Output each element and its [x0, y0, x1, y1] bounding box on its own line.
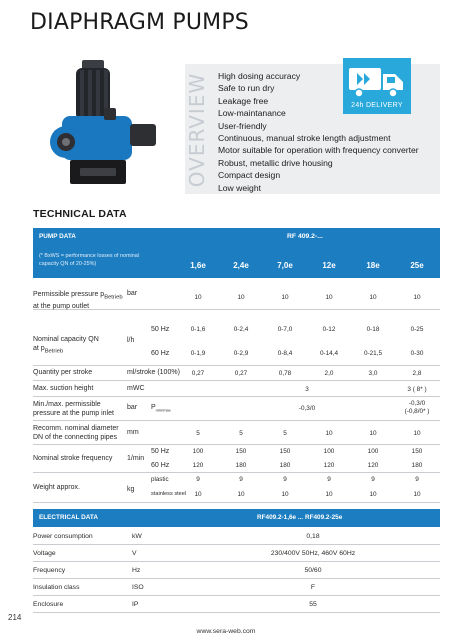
connecting-label: Recomm. nominal diameter — [33, 425, 119, 432]
electrical-row — [33, 562, 440, 579]
table-cell: 0-12 — [322, 326, 336, 333]
table-cell: 9 — [283, 476, 287, 483]
feature-item: Safe to run dry — [218, 83, 275, 94]
frequency-label: Nominal stroke frequency — [33, 455, 113, 462]
electrical-unit: V — [132, 550, 137, 557]
capacity-sub: 60 Hz — [151, 350, 170, 357]
table-cell: 0-18 — [366, 326, 380, 333]
table-cell: -0,3/0 — [298, 405, 316, 412]
table-cell: 0,78 — [278, 370, 292, 377]
pump-data-header — [33, 228, 440, 278]
electrical-label: Insulation class — [33, 584, 80, 591]
frequency-row — [33, 445, 440, 473]
inlet-sub-small: min/max — [155, 407, 171, 413]
weight-row — [33, 473, 440, 503]
delivery-badge — [343, 58, 411, 114]
inlet-label: Min./max. permissible — [33, 401, 101, 408]
table-cell: 0-8,4 — [277, 350, 293, 357]
inlet-pressure-row — [33, 397, 440, 421]
electrical-unit: kW — [132, 533, 142, 540]
frequency-sub: 50 Hz — [151, 448, 170, 455]
table-cell: 10 — [369, 491, 377, 498]
electrical-data-label: ELECTRICAL DATA — [39, 514, 98, 521]
page-number: 214 — [8, 613, 22, 622]
capacity-unit: l/h — [127, 337, 135, 344]
table-cell: 3 ( 8* ) — [407, 386, 427, 393]
table-cell: 120 — [323, 462, 335, 469]
feature-item: Motor suitable for operation with frequency converter — [218, 145, 419, 156]
table-cell: 150 — [235, 448, 247, 455]
table-cell: 2,8 — [412, 370, 422, 377]
capacity-label-sub: Betrieb — [44, 348, 64, 355]
pressure-label-2: at the pump outlet — [33, 303, 90, 311]
variant-header: 1,6e — [190, 261, 206, 270]
table-cell: 10 — [281, 294, 289, 301]
technical-data-heading: TECHNICAL DATA — [33, 208, 127, 220]
pressure-row — [33, 288, 440, 310]
inlet-unit: bar — [127, 404, 138, 411]
table-cell: 150 — [411, 448, 423, 455]
table-cell: 100 — [192, 448, 204, 455]
table-cell: 0-14,4 — [319, 350, 339, 357]
table-cell: 0-2,9 — [233, 350, 249, 357]
electrical-model-label: RF409.2-1,6e ... RF409.2-25e — [257, 514, 343, 521]
feature-item: Continuous, manual stroke length adjustment — [218, 133, 391, 144]
feature-item: User-friendly — [218, 120, 267, 131]
table-cell: 5 — [283, 430, 287, 437]
variant-header: 2,4e — [233, 261, 249, 270]
variant-header: 12e — [322, 261, 336, 270]
table-cell: 150 — [279, 448, 291, 455]
electrical-row — [33, 596, 440, 613]
frequency-unit: 1/min — [127, 455, 145, 462]
electrical-row — [33, 579, 440, 596]
table-cell: 0,27 — [234, 370, 248, 377]
electrical-data-header — [33, 509, 440, 527]
page-title: DIAPHRAGM PUMPS — [30, 10, 249, 35]
table-cell: 10 — [325, 491, 333, 498]
table-cell: 100 — [323, 448, 335, 455]
table-cell: (-0,8/0* ) — [404, 408, 430, 415]
table-cell: 0,27 — [191, 370, 205, 377]
suction-row — [33, 381, 440, 397]
table-cell: 9 — [196, 476, 200, 483]
electrical-value: 230/400V 50Hz, 460V 60Hz — [270, 550, 356, 557]
electrical-value: 50/60 — [304, 567, 322, 574]
table-cell: 9 — [239, 476, 243, 483]
table-cell: 10 — [325, 294, 333, 301]
variant-header: 18e — [366, 261, 380, 270]
variant-header: 25e — [410, 261, 424, 270]
quantity-unit: ml/stroke (100%) — [127, 369, 180, 376]
electrical-unit: IP — [132, 601, 139, 608]
variant-header: 7,0e — [277, 261, 293, 270]
suction-label: Max. suction height — [33, 385, 94, 392]
table-cell: 100 — [367, 448, 379, 455]
table-cell: 0-1,9 — [190, 350, 206, 357]
table-cell: 120 — [367, 462, 379, 469]
table-cell: 180 — [411, 462, 423, 469]
feature-item: Robust, metallic drive housing — [218, 157, 333, 168]
table-cell: 10 — [237, 491, 245, 498]
quantity-row — [33, 366, 440, 381]
electrical-unit: Hz — [132, 567, 141, 574]
table-cell: 10 — [237, 294, 245, 301]
table-cell: 9 — [371, 476, 375, 483]
table-cell: 10 — [194, 491, 202, 498]
table-cell: 0-25 — [410, 326, 424, 333]
table-cell: 10 — [369, 294, 377, 301]
table-cell: 2,0 — [324, 370, 334, 377]
table-cell: 120 — [192, 462, 204, 469]
pump-product-image — [40, 56, 160, 196]
weight-label: Weight approx. — [33, 484, 80, 491]
feature-item: Compact design — [218, 170, 281, 181]
connecting-row — [33, 421, 440, 445]
electrical-label: Power consumption — [33, 533, 93, 540]
weight-sub: plastic — [151, 476, 169, 483]
feature-item: Leakage free — [218, 95, 269, 106]
weight-sub: stainless steel — [151, 491, 187, 497]
connecting-label-2: DN of the connecting pipes — [33, 434, 118, 441]
table-cell: 10 — [325, 430, 333, 437]
capacity-row — [33, 316, 440, 366]
electrical-value: F — [310, 584, 316, 591]
truck-icon — [343, 62, 411, 102]
capacity-label-2: at p — [33, 345, 45, 352]
table-cell: 0-21,5 — [363, 350, 383, 357]
electrical-unit: ISO — [132, 584, 144, 591]
table-cell: 180 — [235, 462, 247, 469]
overview-label: OVERVIEW — [185, 72, 209, 188]
inlet-sub: P — [151, 404, 156, 411]
electrical-label: Enclosure — [33, 601, 64, 608]
table-cell: -0,3/0 — [408, 400, 426, 407]
table-cell: 0-7,0 — [277, 326, 293, 333]
frequency-sub: 60 Hz — [151, 462, 170, 469]
pump-data-label: PUMP DATA — [39, 233, 76, 240]
electrical-row — [33, 545, 440, 562]
electrical-row — [33, 528, 440, 545]
capacity-label: Nominal capacity QN — [33, 336, 99, 343]
table-cell: 5 — [239, 430, 243, 437]
table-cell: 10 — [194, 294, 202, 301]
inlet-label-2: pressure at the pump inlet — [33, 410, 114, 417]
electrical-label: Frequency — [33, 567, 66, 574]
table-cell: 0-1,6 — [190, 326, 206, 333]
suction-unit: mWC — [127, 385, 145, 392]
table-cell: 9 — [327, 476, 331, 483]
header-note: (* BxWS = performance losses of nominal capacity QN of 20-25%) — [39, 253, 139, 267]
electrical-label: Voltage — [33, 550, 56, 557]
model-label: RF 409.2-... — [287, 233, 323, 240]
table-cell: 0-2,4 — [233, 326, 249, 333]
table-cell: 180 — [279, 462, 291, 469]
table-cell: 9 — [415, 476, 419, 483]
feature-item: High dosing accuracy — [218, 71, 301, 81]
table-cell: 0-30 — [410, 350, 424, 357]
feature-item: Low-maintanance — [218, 108, 286, 119]
pressure-unit: bar — [127, 290, 138, 297]
delivery-label: 24h DELIVERY — [351, 102, 403, 109]
weight-unit: kg — [127, 486, 135, 493]
pressure-label-sub: Betrieb — [104, 294, 123, 301]
electrical-value: 0,18 — [306, 533, 320, 540]
table-cell: 10 — [281, 491, 289, 498]
quantity-label: Quantity per stroke — [33, 369, 93, 376]
pressure-label: Permissible pressure p — [33, 291, 105, 298]
feature-item: Low weight — [218, 182, 261, 193]
table-cell: 3,0 — [368, 370, 378, 377]
table-cell: 5 — [196, 430, 200, 437]
table-cell: 10 — [369, 430, 377, 437]
table-cell: 10 — [413, 294, 421, 301]
electrical-value: 55 — [309, 601, 317, 608]
table-cell: 10 — [413, 491, 421, 498]
connecting-unit: mm — [127, 429, 139, 436]
footer-url[interactable]: www.sera-web.com — [196, 628, 256, 635]
table-cell: 3 — [305, 386, 309, 393]
table-cell: 10 — [413, 430, 421, 437]
capacity-sub: 50 Hz — [151, 326, 170, 333]
